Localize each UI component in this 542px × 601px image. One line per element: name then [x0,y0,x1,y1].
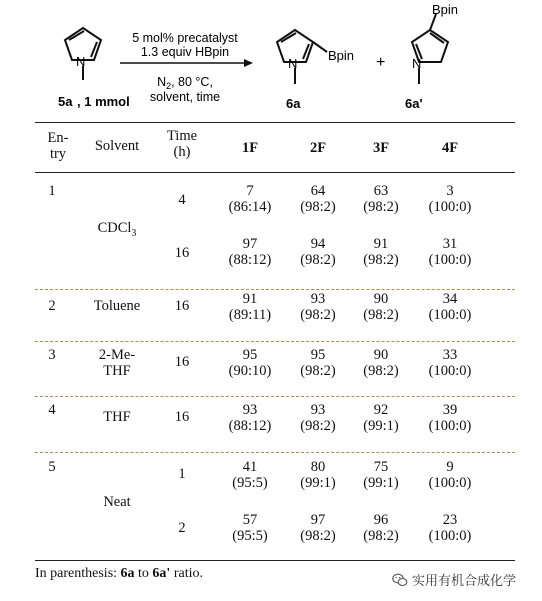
yield-value: 91 [242,291,258,307]
row-divider [35,396,515,397]
product-6a-n-atom: N [288,56,298,71]
value-cell [222,236,278,268]
yield-value: 97 [242,236,258,252]
ratio-value: (98:2) [300,418,336,434]
solvent-name: CDCl [97,220,132,236]
header-time-line1: Time [166,128,198,144]
ratio-value: (100:0) [428,199,472,215]
yield-value: 93 [310,291,326,307]
solvent-cell: Toluene [93,298,141,314]
footnote-compound-b: 6a' [152,566,171,581]
value-cell [353,236,409,268]
value-cell [290,236,346,268]
entry-number: 1 [48,183,56,199]
footnote-compound-a: 6a [120,566,135,581]
solvent-line1: 2-Me- [98,347,136,363]
footnote-mid: to [134,566,153,581]
wechat-icon [392,573,408,587]
header-col-3f: 3F [372,140,390,156]
arrow-head [244,59,253,67]
yield-value: 80 [310,459,326,475]
yield-value: 95 [242,347,258,363]
ratio-value: (98:2) [363,307,399,323]
time-cell: 16 [174,245,190,261]
ratio-value: (98:2) [300,363,336,379]
value-cell [222,347,278,379]
yield-value: 91 [373,236,389,252]
yield-value: 95 [310,347,326,363]
entry-number: 5 [48,459,56,475]
ratio-value: (98:2) [300,528,336,544]
ratio-value: (88:12) [228,418,272,434]
value-cell [222,291,278,323]
yield-value: 64 [310,183,326,199]
yield-value: 97 [310,512,326,528]
value-cell [422,512,478,544]
value-cell [222,183,278,215]
ratio-value: (98:2) [363,199,399,215]
ratio-value: (99:1) [300,475,336,491]
yield-value: 94 [310,236,326,252]
value-cell [422,236,478,268]
row-divider [35,341,515,342]
product-6a-prime-bpin: Bpin [432,2,459,17]
entry-number: 2 [48,298,56,314]
yield-value: 34 [442,291,458,307]
value-cell [353,347,409,379]
value-cell [422,291,478,323]
header-solvent: Solvent [94,138,140,154]
value-cell [353,402,409,434]
yield-value: 90 [373,347,389,363]
reactant-label: 5a [58,94,73,109]
yield-value: 93 [242,402,258,418]
value-cell [422,347,478,379]
ratio-value: (98:2) [363,363,399,379]
yield-value: 75 [373,459,389,475]
yield-value: 90 [373,291,389,307]
ratio-value: (100:0) [428,363,472,379]
footnote-suffix: ratio. [170,566,203,581]
footnote-prefix: In parenthesis: [35,566,121,581]
value-cell [353,183,409,215]
value-cell [353,459,409,491]
yield-value: 63 [373,183,389,199]
table-footnote [35,566,203,582]
ratio-value: (100:0) [428,475,472,491]
reactant-amount [77,94,130,109]
condition-hbpin: 1.3 equiv HBpin [140,45,230,59]
ratio-value: (88:12) [228,252,272,268]
product-6a-prime-structure [412,14,448,84]
value-cell [290,183,346,215]
yield-value: 31 [442,236,458,252]
condition-atmosphere [157,75,213,91]
product-6a-structure [277,30,327,84]
yield-value: 93 [310,402,326,418]
product-6a-label: 6a [286,96,301,111]
ratio-value: (100:0) [428,528,472,544]
value-cell [290,402,346,434]
yield-value: 7 [246,183,254,199]
value-cell [222,512,278,544]
solvent-cell [85,347,149,379]
reactant-amount-text: , 1 mmol [77,94,130,109]
solvent-subscript: 3 [131,227,137,239]
condition-solvent-time: solvent, time [149,90,221,104]
time-cell: 16 [174,409,190,425]
value-cell [422,183,478,215]
ratio-value: (100:0) [428,307,472,323]
table-bottom-rule [35,560,515,561]
ratio-value: (95:5) [232,475,268,491]
yield-value: 3 [446,183,454,199]
yield-value: 41 [242,459,258,475]
solvent-cell: Neat [103,494,131,510]
header-col-1f: 1F [241,140,259,156]
yield-value: 9 [446,459,454,475]
value-cell [353,291,409,323]
watermark [392,570,516,589]
reaction-scheme [0,0,542,122]
temperature: , 80 °C, [171,75,213,89]
time-cell: 4 [178,192,186,208]
yield-value: 57 [242,512,258,528]
condition-catalyst: 5 mol% precatalyst [132,31,238,45]
n2-symbol: N [157,75,167,89]
time-cell: 1 [178,466,186,482]
ratio-value: (98:2) [300,252,336,268]
value-cell [290,459,346,491]
n2-subscript: 2 [166,81,172,91]
row-divider [35,452,515,453]
ratio-value: (98:2) [363,528,399,544]
ratio-value: (100:0) [428,252,472,268]
header-time-line2: (h) [173,144,191,160]
ratio-value: (90:10) [228,363,272,379]
ratio-value: (100:0) [428,418,472,434]
header-time [160,128,204,160]
value-cell [422,402,478,434]
solvent-cell: THF [103,409,131,425]
ratio-value: (95:5) [232,528,268,544]
solvent-cell [85,220,149,242]
ratio-value: (89:11) [228,307,272,323]
product-6a-bpin: Bpin [328,48,355,63]
product-6a-prime-label: 6a' [405,96,423,111]
ratio-value: (99:1) [363,475,399,491]
value-cell [353,512,409,544]
yield-value: 23 [442,512,458,528]
value-cell [290,347,346,379]
yield-value: 92 [373,402,389,418]
time-cell: 2 [178,520,186,536]
value-cell [222,459,278,491]
value-cell [422,459,478,491]
yield-value: 96 [373,512,389,528]
time-cell: 16 [174,354,190,370]
reactant-n-atom: N [76,54,86,69]
solvent-line2: THF [103,363,131,379]
ratio-value: (86:14) [228,199,272,215]
table-top-rule [35,122,515,123]
ratio-value: (98:2) [300,307,336,323]
plus-sign: + [376,54,386,71]
entry-number: 3 [48,347,56,363]
value-cell [290,512,346,544]
header-entry-line2: try [49,146,67,162]
time-cell: 16 [174,298,190,314]
yield-value: 39 [442,402,458,418]
header-col-2f: 2F [309,140,327,156]
product-6a-prime-n-atom: N [412,56,422,71]
yield-value: 33 [442,347,458,363]
entry-number: 4 [48,402,56,418]
row-divider [35,289,515,290]
header-entry-line1: En- [47,130,69,146]
table-header-rule [35,172,515,173]
value-cell [222,402,278,434]
ratio-value: (99:1) [363,418,399,434]
ratio-value: (98:2) [300,199,336,215]
header-entry [40,130,76,162]
value-cell [290,291,346,323]
watermark-text: 实用有机合成化学 [412,574,517,589]
header-col-4f: 4F [441,140,459,156]
ratio-value: (98:2) [363,252,399,268]
